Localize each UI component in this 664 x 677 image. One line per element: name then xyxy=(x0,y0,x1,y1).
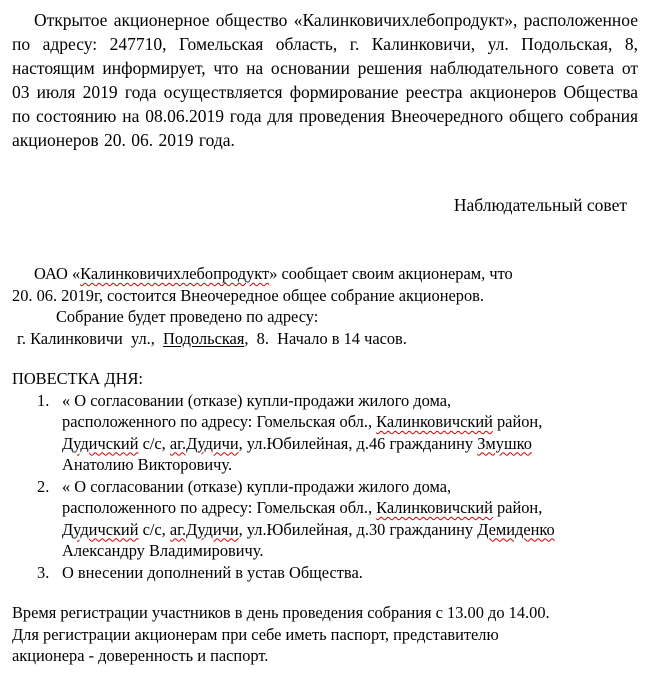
signature-board: Наблюдательный совет xyxy=(453,195,627,215)
announcement-line-3: Собрание будет проведено по адресу: xyxy=(56,307,319,326)
company-name: Калинковичихлебопродукт xyxy=(80,264,270,283)
notice-paragraph: Открытое акционерное общество «Калинковичихлебопродукт», расположенное по адресу: 247710, Гомельская область, г. Калинковичи, ул. Подольская, 8, настоящим информирует, что на основании решения наблюдательного совета от 03 июля 2019 года осуществляется формирование реестра акционеров Общества по состоянию на 08.06.2019 года для проведения Внеочередного общего собрания акционеров 20. 06. 2019 года. xyxy=(12,10,638,150)
agenda-heading: ПОВЕСТКА ДНЯ: xyxy=(12,369,143,388)
announcement-line-1: ОАО «Калинковичихлебопродукт» сообщает своим акционерам, что xyxy=(34,264,513,283)
meeting-address: г. Калинковичи ул., Подольская, 8. Начало в 14 часов. xyxy=(17,328,407,348)
shareholder-register-notice xyxy=(12,8,638,152)
agenda-item: 2. « О согласовании (отказе) купли-продажи жилого дома, расположенного по адресу: Гомельская обл., Калинковичский район, Дудичский с/с, аг.Дудичи, ул.Юбилейная, д.30 гражданину Демиденко Александру Владимировичу. xyxy=(37,476,555,560)
announcement-line-2: 20. 06. 2019г, состоится Внеочередное общее собрание акционеров. xyxy=(12,285,485,305)
agenda-list xyxy=(12,390,652,584)
agenda-item: 3. О внесении дополнений в устав Общества. xyxy=(37,562,363,582)
meeting-announcement xyxy=(12,263,652,667)
agenda-item: 1. « О согласовании (отказе) купли-продажи жилого дома, расположенного по адресу: Гомельская обл., Калинковичский район, Дудичский с/с, аг.Дудичи, ул.Юбилейная, д.46 гражданину Змушко Анатолию Викторовичу. xyxy=(37,390,543,474)
registration-line-3: акционера - доверенность и паспорт. xyxy=(12,646,269,665)
registration-line-1: Время регистрации участников в день проведения собрания с 13.00 до 14.00. xyxy=(12,603,550,622)
registration-line-2: Для регистрации акционерам при себе иметь паспорт, представителю xyxy=(12,624,499,644)
